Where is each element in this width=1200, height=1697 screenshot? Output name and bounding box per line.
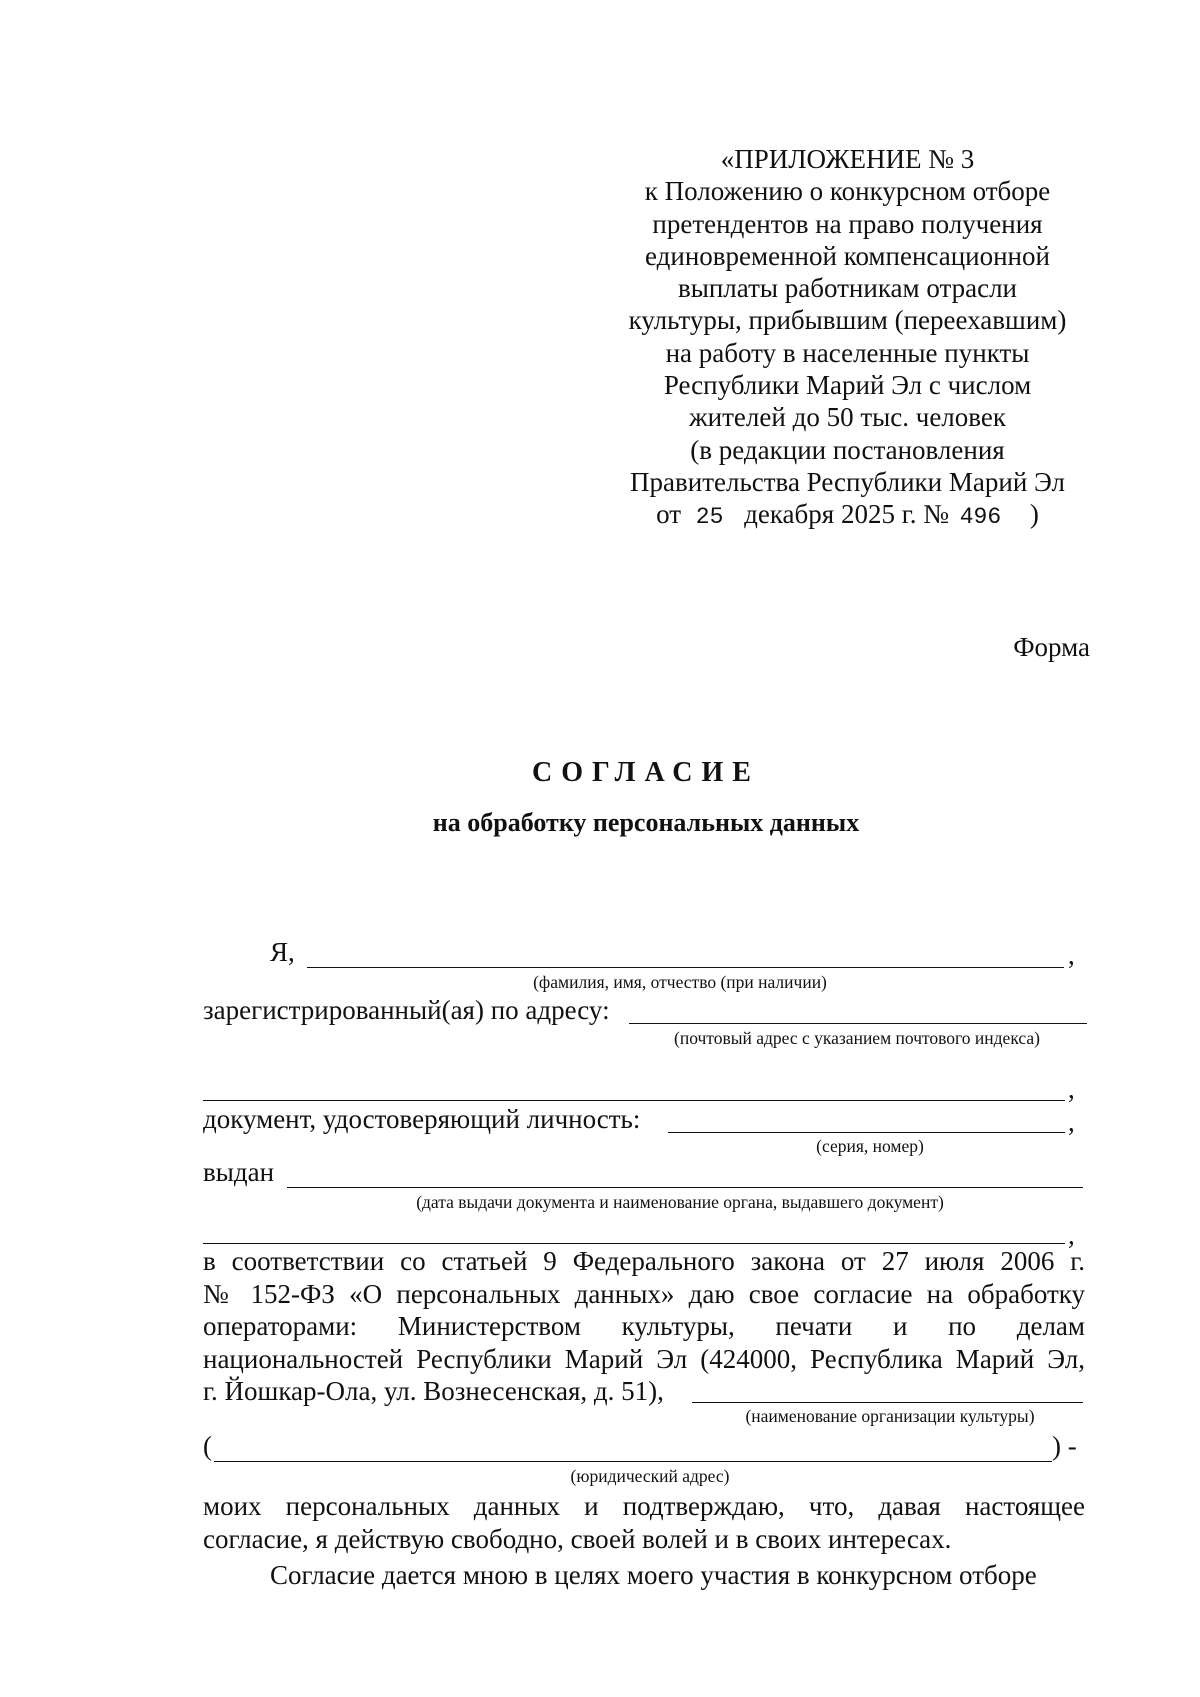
appendix-line: культуры, прибывшим (переехавшим) [628,305,1067,336]
consent-confirmation [203,1490,1085,1555]
paren-open: ( [203,1431,212,1461]
form-label: Форма [1013,632,1090,662]
appendix-line: единовременной компенсационной [645,240,1050,271]
appendix-line: выплаты работникам отрасли [677,273,1018,304]
paragraph-line: операторами: Министерством культуры, печати и по делам [203,1311,1085,1341]
paragraph-line: моих персональных данных и подтверждаю, что, давая настоящее [203,1491,1085,1521]
appendix-line: Республики Марий Эл с числом [663,370,1032,401]
date-month-year: декабря 2025 г. № [744,499,949,530]
paren-close: ) - [1052,1431,1077,1461]
date-prefix: от [656,499,682,530]
appendix-line: жителей до 50 тыс. человек [689,402,1006,433]
closing-paren: ) [1029,499,1039,530]
appendix-line: претендентов на право получения [652,208,1043,239]
address-caption: (почтовый адрес с указанием почтового индекса) [674,1028,1040,1048]
comma: , [1068,1074,1075,1104]
issued-continuation-line[interactable] [203,1243,1065,1244]
document-subtitle: на обработку персональных данных [432,808,860,837]
legal-address-field-line[interactable] [214,1461,1052,1462]
appendix-line: (в редакции постановления [690,434,1005,465]
appendix-line: Правительства Республики Марий Эл [630,466,1065,497]
issued-label: выдан [203,1157,275,1187]
appendix-date-line [615,498,1080,533]
issued-field-line[interactable] [287,1187,1083,1188]
issued-caption: (дата выдачи документа и наименование органа, выдавшего документ) [416,1192,944,1212]
address-field-line[interactable] [629,1023,1087,1024]
appendix-line: «ПРИЛОЖЕНИЕ № 3 [720,144,975,174]
fio-caption: (фамилия, имя, отчество (при наличии) [533,972,827,992]
resolution-number: 496 [959,504,1002,531]
paragraph-line: согласие, я действую свободно, своей волей и в своих интересах. [203,1523,952,1554]
document-title: СОГЛАСИЕ [532,757,760,788]
paragraph-line: в соответствии со статьей 9 Федерального закона от 27 июля 2006 г. [203,1246,1085,1276]
document-label: документ, удостоверяющий личность: [203,1104,641,1134]
comma: , [1068,940,1075,970]
document-field-line[interactable] [668,1132,1065,1133]
consent-paragraph [203,1245,1085,1408]
organization-field-line[interactable] [692,1402,1083,1403]
paragraph-line: № 152-ФЗ «О персональных данных» даю свое согласие на обработку [203,1278,1085,1309]
consent-purpose-line: Согласие дается мною в целях моего участия в конкурсном отборе [270,1560,1037,1590]
address-label: зарегистрированный(ая) по адресу: [203,995,610,1025]
comma: , [1068,1220,1075,1250]
address-continuation-line[interactable] [203,1100,1065,1101]
organization-caption: (наименование организации культуры) [745,1406,1035,1426]
appendix-line: к Положению о конкурсном отборе [644,176,1051,207]
fio-field-line[interactable] [307,967,1064,968]
legal-address-caption: (юридический адрес) [570,1466,730,1486]
appendix-line: на работу в населенные пункты [665,337,1030,368]
paragraph-line: национальностей Республики Марий Эл (424000, Республика Марий Эл, [203,1343,1085,1374]
paragraph-line: г. Йошкар-Ола, ул. Вознесенская, д. 51), [203,1376,664,1406]
appendix-header [615,143,1080,534]
date-day: 25 [695,504,724,531]
ya-label: Я, [270,937,295,967]
comma: , [1068,1107,1075,1137]
document-caption: (серия, номер) [816,1136,924,1156]
